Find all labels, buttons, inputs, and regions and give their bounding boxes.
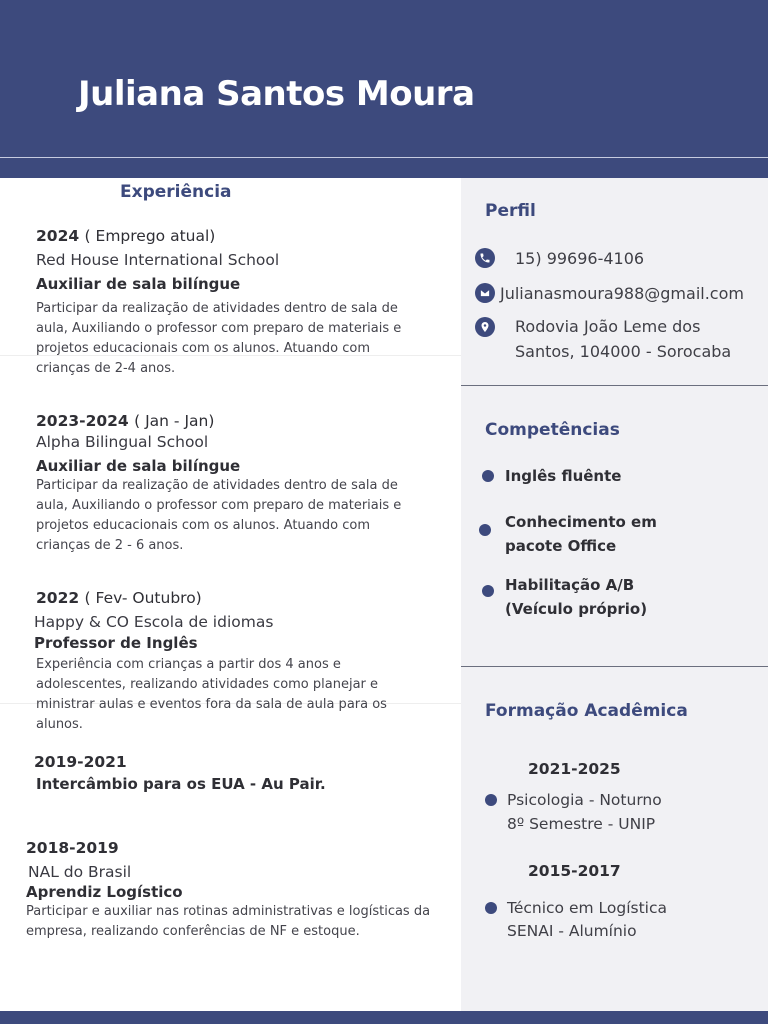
email-address[interactable]: Julianasmoura988@gmail.com xyxy=(500,284,744,303)
bullet-icon xyxy=(479,524,491,536)
job-note: ( Fev- Outubro) xyxy=(84,589,202,607)
address-line-1: Rodovia João Leme dos xyxy=(515,317,701,336)
footer-bar xyxy=(0,1011,768,1024)
header-rule xyxy=(0,157,768,158)
education-years: 2021-2025 xyxy=(528,760,621,778)
job-company: Alpha Bilingual School xyxy=(36,433,209,451)
job-role: Professor de Inglês xyxy=(34,634,198,652)
job-company: Red House International School xyxy=(36,251,280,269)
education-course: Psicologia - Noturno xyxy=(507,791,662,809)
job-note: ( Emprego atual) xyxy=(84,227,216,245)
education-institution: 8º Semestre - UNIP xyxy=(507,815,656,833)
skill-item: Habilitação A/B xyxy=(505,576,635,594)
phone-number[interactable]: 15) 99696-4106 xyxy=(515,249,645,268)
bullet-icon xyxy=(485,902,497,914)
job-year: 2022 ( Fev- Outubro) xyxy=(36,589,202,607)
job-role: Auxiliar de sala bilíngue xyxy=(36,457,241,475)
job-role: Intercâmbio para os EUA - Au Pair. xyxy=(36,775,326,793)
address-line-2: Santos, 104000 - Sorocaba xyxy=(515,342,732,361)
job-role: Auxiliar de sala bilíngue xyxy=(36,275,241,293)
phone-icon xyxy=(475,248,495,268)
education-course: Técnico em Logística xyxy=(507,899,667,917)
section-divider xyxy=(461,385,768,386)
job-note: ( Jan - Jan) xyxy=(134,412,215,430)
skill-item-continued: pacote Office xyxy=(505,537,617,555)
experience-heading: Experiência xyxy=(120,182,232,202)
profile-heading: Perfil xyxy=(485,201,536,221)
job-year: 2023-2024 ( Jan - Jan) xyxy=(36,412,215,430)
job-role: Aprendiz Logístico xyxy=(26,883,183,901)
bullet-icon xyxy=(482,470,494,482)
job-company: Happy & CO Escola de idiomas xyxy=(34,613,274,631)
email-icon xyxy=(475,283,495,303)
education-years: 2015-2017 xyxy=(528,862,621,880)
job-year: 2019-2021 xyxy=(34,753,127,771)
skill-item: Inglês fluênte xyxy=(505,467,622,485)
skills-heading: Competências xyxy=(485,420,620,440)
bullet-icon xyxy=(482,585,494,597)
job-description: Experiência com crianças a partir dos 4 anos e adolescentes, realizando atividades como planejar e ministrar aulas e eventos fora da sala de aula para os alunos. xyxy=(36,657,387,732)
job-year: 2024 ( Emprego atual) xyxy=(36,227,216,245)
bullet-icon xyxy=(485,794,497,806)
job-description: Participar da realização de atividades dentro de sala de aula, Auxiliando o professor com preparo de materiais e projetos educacionais com os alunos. Atuando com crianças de 2 - 6 anos. xyxy=(36,478,402,553)
education-heading: Formação Acadêmica xyxy=(485,701,688,721)
location-pin-icon xyxy=(475,317,495,337)
job-company: NAL do Brasil xyxy=(28,863,132,881)
header-banner xyxy=(0,0,768,178)
education-institution: SENAI - Alumínio xyxy=(507,922,637,940)
job-description: Participar e auxiliar nas rotinas administrativas e logísticas da empresa, realizando conferências de NF e estoque. xyxy=(26,904,431,939)
skill-item-continued: (Veículo próprio) xyxy=(505,600,648,618)
job-description: Participar da realização de atividades dentro de sala de aula, Auxiliando o professor com preparo de materiais e projetos educacionais com os alunos. Atuando com crianças de 2-4 anos. xyxy=(36,301,402,376)
skill-item: Conhecimento em xyxy=(505,513,657,531)
section-divider xyxy=(461,666,768,667)
candidate-name: Juliana Santos Moura xyxy=(78,74,475,114)
job-year: 2018-2019 xyxy=(26,839,119,857)
